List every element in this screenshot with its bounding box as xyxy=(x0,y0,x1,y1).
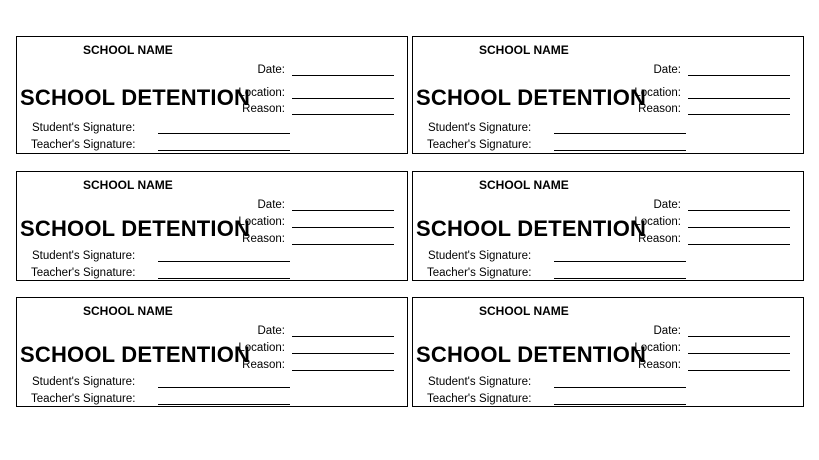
reason-line[interactable] xyxy=(292,370,394,371)
school-name: SCHOOL NAME xyxy=(83,43,173,57)
teacher-signature-line[interactable] xyxy=(158,404,290,405)
slip-title: SCHOOL DETENTION xyxy=(416,342,647,367)
date-line[interactable] xyxy=(292,210,394,211)
school-name: SCHOOL NAME xyxy=(479,43,569,57)
slip-title: SCHOOL DETENTION xyxy=(20,216,251,241)
teacher-signature-line[interactable] xyxy=(158,150,290,151)
location-line[interactable] xyxy=(292,353,394,354)
date-line[interactable] xyxy=(292,336,394,337)
student-signature-label: Student's Signature: xyxy=(32,376,136,388)
teacher-signature-line[interactable] xyxy=(158,278,290,279)
student-signature-label: Student's Signature: xyxy=(32,122,136,134)
date-label: Date: xyxy=(257,199,285,211)
reason-line[interactable] xyxy=(292,244,394,245)
teacher-signature-line[interactable] xyxy=(554,404,686,405)
reason-line[interactable] xyxy=(688,244,790,245)
location-line[interactable] xyxy=(688,227,790,228)
slip-title: SCHOOL DETENTION xyxy=(20,342,251,367)
date-line[interactable] xyxy=(292,75,394,76)
date-line[interactable] xyxy=(688,210,790,211)
student-signature-line[interactable] xyxy=(158,261,290,262)
slip-title: SCHOOL DETENTION xyxy=(416,85,647,110)
student-signature-line[interactable] xyxy=(554,261,686,262)
location-line[interactable] xyxy=(292,227,394,228)
date-label: Date: xyxy=(653,64,681,76)
reason-line[interactable] xyxy=(292,114,394,115)
teacher-signature-label: Teacher's Signature: xyxy=(427,267,532,279)
detention-slip xyxy=(412,171,804,281)
teacher-signature-label: Teacher's Signature: xyxy=(31,139,136,151)
detention-slip xyxy=(16,171,408,281)
student-signature-line[interactable] xyxy=(158,133,290,134)
reason-label: Reason: xyxy=(242,359,285,371)
student-signature-label: Student's Signature: xyxy=(32,250,136,262)
reason-label: Reason: xyxy=(242,233,285,245)
location-label: Location: xyxy=(634,342,681,354)
teacher-signature-line[interactable] xyxy=(554,150,686,151)
detention-slip xyxy=(16,297,408,407)
student-signature-label: Student's Signature: xyxy=(428,250,532,262)
reason-label: Reason: xyxy=(242,103,285,115)
reason-line[interactable] xyxy=(688,114,790,115)
school-name: SCHOOL NAME xyxy=(479,178,569,192)
student-signature-line[interactable] xyxy=(158,387,290,388)
date-line[interactable] xyxy=(688,75,790,76)
date-label: Date: xyxy=(653,325,681,337)
teacher-signature-label: Teacher's Signature: xyxy=(31,393,136,405)
student-signature-line[interactable] xyxy=(554,133,686,134)
date-label: Date: xyxy=(257,64,285,76)
detention-slip xyxy=(412,297,804,407)
slip-title: SCHOOL DETENTION xyxy=(20,85,251,110)
detention-slip xyxy=(16,36,408,154)
teacher-signature-line[interactable] xyxy=(554,278,686,279)
teacher-signature-label: Teacher's Signature: xyxy=(31,267,136,279)
location-line[interactable] xyxy=(688,353,790,354)
reason-label: Reason: xyxy=(638,359,681,371)
location-label: Location: xyxy=(238,216,285,228)
date-line[interactable] xyxy=(688,336,790,337)
teacher-signature-label: Teacher's Signature: xyxy=(427,393,532,405)
date-label: Date: xyxy=(653,199,681,211)
reason-label: Reason: xyxy=(638,233,681,245)
school-name: SCHOOL NAME xyxy=(83,304,173,318)
reason-label: Reason: xyxy=(638,103,681,115)
school-name: SCHOOL NAME xyxy=(83,178,173,192)
school-name: SCHOOL NAME xyxy=(479,304,569,318)
slip-title: SCHOOL DETENTION xyxy=(416,216,647,241)
date-label: Date: xyxy=(257,325,285,337)
location-label: Location: xyxy=(238,342,285,354)
reason-line[interactable] xyxy=(688,370,790,371)
location-label: Location: xyxy=(634,87,681,99)
location-line[interactable] xyxy=(688,98,790,99)
location-label: Location: xyxy=(238,87,285,99)
student-signature-label: Student's Signature: xyxy=(428,122,532,134)
student-signature-line[interactable] xyxy=(554,387,686,388)
location-label: Location: xyxy=(634,216,681,228)
student-signature-label: Student's Signature: xyxy=(428,376,532,388)
teacher-signature-label: Teacher's Signature: xyxy=(427,139,532,151)
location-line[interactable] xyxy=(292,98,394,99)
detention-slip xyxy=(412,36,804,154)
